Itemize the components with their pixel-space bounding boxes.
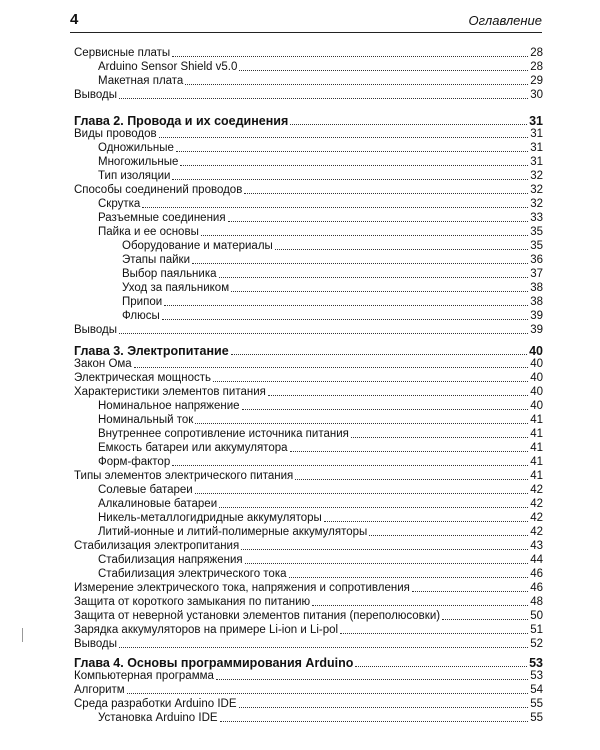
toc-chapter-entry[interactable] xyxy=(74,113,543,128)
toc-entry-title: Оборудование и материалы xyxy=(122,240,273,252)
toc-entry[interactable] xyxy=(74,683,543,697)
toc-entry-page: 31 xyxy=(530,142,543,154)
toc-entry[interactable] xyxy=(98,413,543,427)
dot-leader xyxy=(219,277,529,278)
toc-entry-title: Способы соединений проводов xyxy=(74,184,243,196)
toc-entry-title: Емкость батареи или аккумулятора xyxy=(98,442,288,454)
toc-entry-page: 40 xyxy=(530,400,543,412)
dot-leader xyxy=(195,423,528,424)
toc-entry[interactable] xyxy=(122,281,543,295)
dot-leader xyxy=(340,633,528,634)
toc-entry-page: 40 xyxy=(530,372,543,384)
dot-leader xyxy=(159,137,529,138)
toc-entry[interactable] xyxy=(122,295,543,309)
toc-entry[interactable] xyxy=(74,539,543,553)
dot-leader xyxy=(242,409,529,410)
toc-entry[interactable] xyxy=(98,141,543,155)
toc-entry-page: 46 xyxy=(530,568,543,580)
toc-entry-title: Среда разработки Arduino IDE xyxy=(74,698,237,710)
toc-entry-title: Arduino Sensor Shield v5.0 xyxy=(98,61,238,73)
toc-entry[interactable] xyxy=(98,497,543,511)
toc-entry[interactable] xyxy=(74,669,543,683)
toc-entry-title: Номинальный ток xyxy=(98,414,194,426)
toc-entry-page: 31 xyxy=(529,114,543,128)
toc-chapter-entry[interactable] xyxy=(74,343,543,358)
dot-leader xyxy=(412,591,528,592)
toc-entry-title: Этапы пайки xyxy=(122,254,190,266)
toc-entry-title: Выводы xyxy=(74,638,118,650)
toc-entry-title: Солевые батареи xyxy=(98,484,193,496)
toc-entry[interactable] xyxy=(98,60,543,74)
dot-leader xyxy=(162,319,528,320)
toc-entry-page: 38 xyxy=(530,282,543,294)
toc-entry-page: 37 xyxy=(530,268,543,280)
toc-entry-page: 51 xyxy=(530,624,543,636)
toc-entry-title: Номинальное напряжение xyxy=(98,400,240,412)
toc-entry-title: Скрутка xyxy=(98,198,141,210)
toc-entry-page: 44 xyxy=(530,554,543,566)
toc-entry[interactable] xyxy=(74,371,543,385)
toc-entry[interactable] xyxy=(122,253,543,267)
toc-entry[interactable] xyxy=(98,511,543,525)
dot-leader xyxy=(228,221,529,222)
toc-entry[interactable] xyxy=(74,697,543,711)
toc-entry-page: 42 xyxy=(530,498,543,510)
toc-entry-title: Стабилизация электрического тока xyxy=(98,568,287,580)
toc-entry-title: Защита от неверной установки элементов питания (переполюсовки) xyxy=(74,610,441,622)
toc-entry-title: Зарядка аккумуляторов на примере Li-ion и Li-pol xyxy=(74,624,339,636)
toc-entry[interactable] xyxy=(74,183,543,197)
toc-entry[interactable] xyxy=(122,239,543,253)
toc-entry-page: 43 xyxy=(530,540,543,552)
dot-leader xyxy=(127,693,528,694)
toc-entry-title: Литий-ионные и литий-полимерные аккумуляторы xyxy=(98,526,368,538)
dot-leader xyxy=(295,479,528,480)
toc-entry-title: Стабилизация электропитания xyxy=(74,540,240,552)
dot-leader xyxy=(213,381,528,382)
dot-leader xyxy=(219,507,528,508)
toc-entry[interactable] xyxy=(98,197,543,211)
dot-leader xyxy=(192,263,528,264)
toc-entry-title: Измерение электрического тока, напряжения и сопротивления xyxy=(74,582,410,594)
toc-entry[interactable] xyxy=(74,595,543,609)
toc-entry-title: Флюсы xyxy=(122,310,160,322)
toc-entry[interactable] xyxy=(98,525,543,539)
dot-leader xyxy=(245,563,529,564)
toc-entry-page: 40 xyxy=(529,344,543,358)
toc-entry-page: 32 xyxy=(530,198,543,210)
toc-entry-title: Защита от короткого замыкания по питанию xyxy=(74,596,311,608)
dot-leader xyxy=(195,493,528,494)
dot-leader xyxy=(268,395,528,396)
dot-leader xyxy=(134,367,529,368)
toc-entry-page: 28 xyxy=(530,61,543,73)
toc-entry-title: Макетная плата xyxy=(98,75,184,87)
toc-entry-page: 53 xyxy=(529,656,543,670)
toc-entry-page: 42 xyxy=(530,526,543,538)
toc-entry[interactable] xyxy=(98,711,543,725)
toc-entry-page: 42 xyxy=(530,484,543,496)
dot-leader xyxy=(119,333,528,334)
toc-entry-page: 41 xyxy=(530,456,543,468)
toc-entry-title: Типы элементов электрического питания xyxy=(74,470,294,482)
toc-entry[interactable] xyxy=(98,553,543,567)
toc-entry-page: 38 xyxy=(530,296,543,308)
toc-entry-title: Закон Ома xyxy=(74,358,132,370)
page-number: 4 xyxy=(70,11,79,28)
toc-entry-title: Стабилизация напряжения xyxy=(98,554,243,566)
toc-entry-page: 33 xyxy=(530,212,543,224)
toc-entry[interactable] xyxy=(98,225,543,239)
toc-entry-title: Глава 4. Основы программирования Arduino xyxy=(74,656,354,670)
toc-entry-title: Электрическая мощность xyxy=(74,372,211,384)
dot-leader xyxy=(241,549,528,550)
dot-leader xyxy=(172,179,528,180)
dot-leader xyxy=(355,666,527,667)
toc-entry-title: Выводы xyxy=(74,89,118,101)
toc-entry-title: Компьютерная программа xyxy=(74,670,214,682)
toc-entry[interactable] xyxy=(98,427,543,441)
dot-leader xyxy=(172,56,528,57)
dot-leader xyxy=(312,605,528,606)
dot-leader xyxy=(239,707,529,708)
dot-leader xyxy=(216,679,528,680)
toc-entry-title: Внутреннее сопротивление источника питания xyxy=(98,428,349,440)
dot-leader xyxy=(289,577,529,578)
toc-entry[interactable] xyxy=(98,483,543,497)
dot-leader xyxy=(290,451,529,452)
toc-entry-page: 42 xyxy=(530,512,543,524)
toc-entry-page: 40 xyxy=(530,386,543,398)
toc-entry[interactable] xyxy=(98,399,543,413)
toc-entry[interactable] xyxy=(98,441,543,455)
dot-leader xyxy=(231,354,527,355)
toc-entry[interactable] xyxy=(98,455,543,469)
toc-entry-title: Характеристики элементов питания xyxy=(74,386,266,398)
toc-entry-title: Тип изоляции xyxy=(98,170,171,182)
toc-entry-page: 55 xyxy=(530,712,543,724)
toc-entry[interactable] xyxy=(122,309,543,323)
toc-entry-title: Выбор паяльника xyxy=(122,268,217,280)
toc-entry-page: 41 xyxy=(530,414,543,426)
dot-leader xyxy=(442,619,528,620)
toc-entry[interactable] xyxy=(74,609,543,623)
dot-leader xyxy=(176,151,528,152)
toc-entry-page: 52 xyxy=(530,638,543,650)
dot-leader xyxy=(324,521,528,522)
dot-leader xyxy=(142,207,528,208)
toc-entry-page: 36 xyxy=(530,254,543,266)
dot-leader xyxy=(180,165,528,166)
toc-entry-title: Алкалиновые батареи xyxy=(98,498,218,510)
toc-entry[interactable] xyxy=(74,127,543,141)
toc-entry-title: Глава 3. Электропитание xyxy=(74,344,229,358)
toc-entry[interactable] xyxy=(98,155,543,169)
toc-entry-title: Выводы xyxy=(74,324,118,336)
toc-entry-page: 32 xyxy=(530,184,543,196)
dot-leader xyxy=(369,535,528,536)
toc-entry-title: Сервисные платы xyxy=(74,47,171,59)
toc-entry-page: 35 xyxy=(530,226,543,238)
toc-entry[interactable] xyxy=(74,357,543,371)
toc-entry[interactable] xyxy=(98,567,543,581)
toc-entry-page: 31 xyxy=(530,128,543,140)
toc-entry[interactable] xyxy=(74,623,543,637)
running-title: Оглавление xyxy=(468,13,542,28)
toc-entry[interactable] xyxy=(74,88,543,102)
toc-entry[interactable] xyxy=(74,637,543,651)
toc-entry-title: Алгоритм xyxy=(74,684,125,696)
toc-entry[interactable] xyxy=(74,46,543,60)
toc-entry-title: Глава 2. Провода и их соединения xyxy=(74,114,289,128)
toc-entry-page: 30 xyxy=(530,89,543,101)
dot-leader xyxy=(119,647,528,648)
toc-entry-title: Установка Arduino IDE xyxy=(98,712,218,724)
toc-entry-title: Припои xyxy=(122,296,163,308)
toc-entry-title: Виды проводов xyxy=(74,128,157,140)
toc-entry-page: 35 xyxy=(530,240,543,252)
toc-entry-page: 39 xyxy=(530,324,543,336)
dot-leader xyxy=(119,98,528,99)
dot-leader xyxy=(244,193,528,194)
toc-entry-page: 41 xyxy=(530,428,543,440)
toc-entry-page: 39 xyxy=(530,310,543,322)
toc-entry-page: 40 xyxy=(530,358,543,370)
toc-entry-title: Уход за паяльником xyxy=(122,282,230,294)
toc-entry[interactable] xyxy=(74,469,543,483)
dot-leader xyxy=(351,437,528,438)
toc-entry[interactable] xyxy=(74,581,543,595)
toc-entry-page: 31 xyxy=(530,156,543,168)
toc-entry-title: Пайка и ее основы xyxy=(98,226,199,238)
dot-leader xyxy=(172,465,528,466)
toc-entry[interactable] xyxy=(122,267,543,281)
toc-entry[interactable] xyxy=(74,385,543,399)
toc-entry-page: 41 xyxy=(530,442,543,454)
toc-entry[interactable] xyxy=(98,74,543,88)
margin-mark xyxy=(22,628,23,642)
toc-entry-page: 46 xyxy=(530,582,543,594)
toc-entry-title: Разъемные соединения xyxy=(98,212,226,224)
dot-leader xyxy=(275,249,528,250)
toc-entry[interactable] xyxy=(74,323,543,337)
toc-entry-page: 55 xyxy=(530,698,543,710)
toc-entry-title: Никель-металлогидридные аккумуляторы xyxy=(98,512,322,524)
toc-entry-title: Одножильные xyxy=(98,142,174,154)
toc-entry-page: 29 xyxy=(530,75,543,87)
dot-leader xyxy=(185,84,528,85)
toc-entry-title: Многожильные xyxy=(98,156,179,168)
toc-entry[interactable] xyxy=(98,211,543,225)
dot-leader xyxy=(231,291,528,292)
toc-entry-page: 53 xyxy=(530,670,543,682)
toc-entry-page: 50 xyxy=(530,610,543,622)
toc-entry-page: 48 xyxy=(530,596,543,608)
dot-leader xyxy=(201,235,528,236)
toc-entry[interactable] xyxy=(98,169,543,183)
dot-leader xyxy=(239,70,528,71)
toc-chapter-entry[interactable] xyxy=(74,655,543,670)
toc-entry-page: 54 xyxy=(530,684,543,696)
toc-entry-page: 41 xyxy=(530,470,543,482)
dot-leader xyxy=(290,124,527,125)
toc-entry-page: 28 xyxy=(530,47,543,59)
toc-entry-page: 32 xyxy=(530,170,543,182)
dot-leader xyxy=(164,305,528,306)
toc-entry-title: Форм-фактор xyxy=(98,456,171,468)
dot-leader xyxy=(220,721,529,722)
